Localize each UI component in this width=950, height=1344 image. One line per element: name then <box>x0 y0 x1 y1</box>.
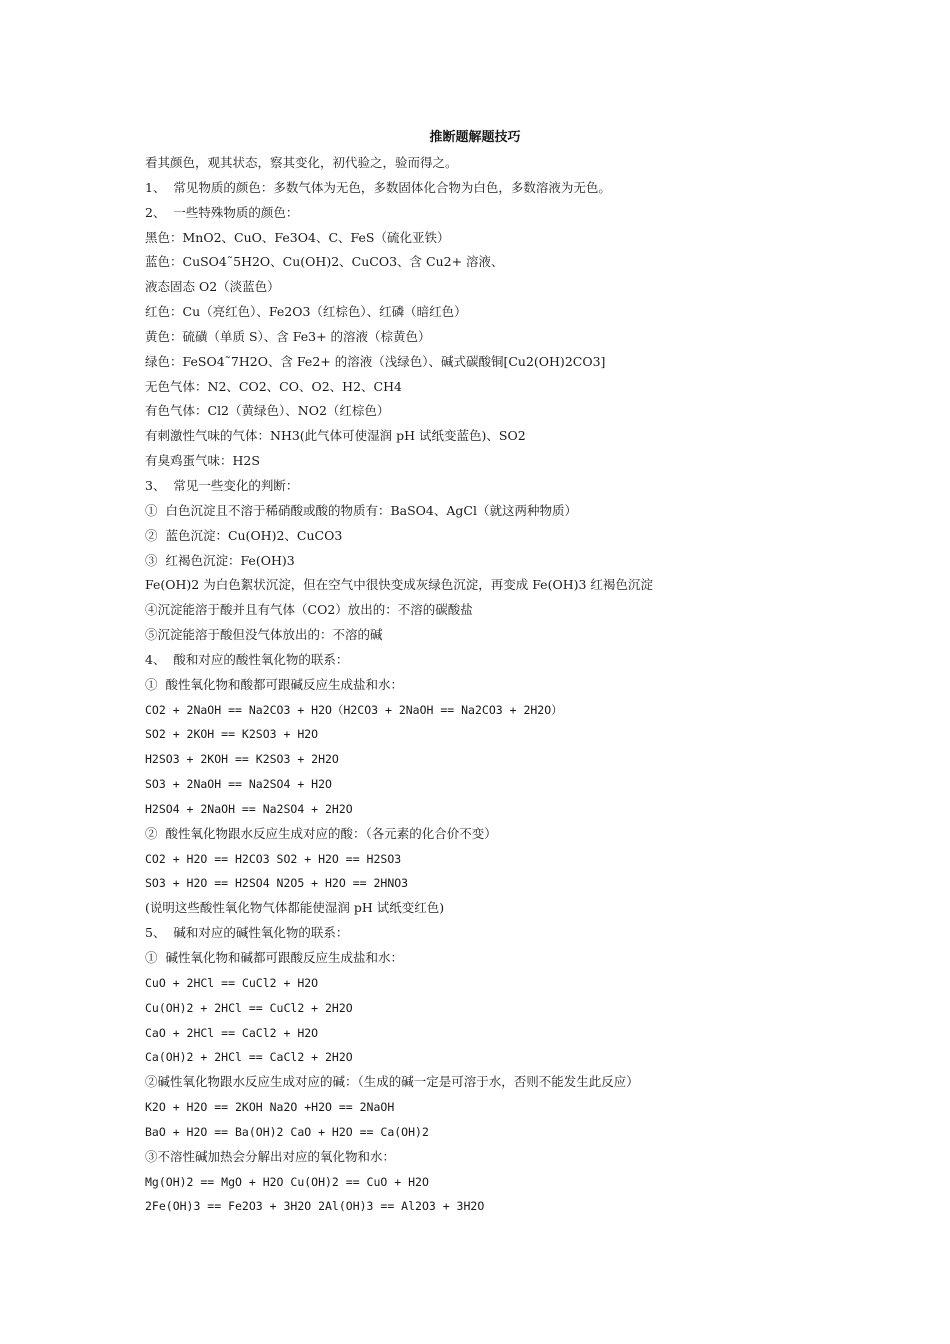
text-line: ② 酸性氧化物跟水反应生成对应的酸：（各元素的化合价不变） <box>145 825 497 841</box>
text-line: 黑色：MnO2、CuO、Fe3O4、C、FeS（硫化亚铁） <box>145 229 450 245</box>
equation-line: SO2 + 2KOH == K2SO3 + H2O <box>145 727 319 742</box>
text-line: ① 酸性氧化物和酸都可跟碱反应生成盐和水： <box>145 676 403 692</box>
text-line: 看其颜色，观其状态，察其变化，初代验之，验而得之。 <box>145 155 458 170</box>
text-line: 蓝色：CuSO4˜5H2O、Cu(OH)2、CuCO3、含 Cu2+ 溶液、 <box>145 254 504 270</box>
page-title: 推断题解题技巧 <box>429 130 521 145</box>
text-line: 无色气体：N2、CO2、CO、O2、H2、CH4 <box>145 378 402 394</box>
equation-line: H2SO4 + 2NaOH == Na2SO4 + 2H2O <box>145 801 353 816</box>
text-line: 有臭鸡蛋气味：H2S <box>145 453 260 469</box>
text-line: ③ 红褐色沉淀：Fe(OH)3 <box>145 552 295 568</box>
equation-line: CO2 + H2O == H2CO3 SO2 + H2O == H2SO3 <box>145 851 402 866</box>
equation-line: BaO + H2O == Ba(OH)2 CaO + H2O == Ca(OH)2 <box>145 1124 429 1139</box>
text-line: (说明这些酸性氧化物气体都能使湿润 pH 试纸变红色) <box>145 900 445 916</box>
equation-line: K2O + H2O == 2KOH Na2O +H2O == 2NaOH <box>145 1100 395 1115</box>
equation-line: SO3 + H2O == H2SO4 N2O5 + H2O == 2HNO3 <box>145 876 409 891</box>
text-line: ②碱性氧化物跟水反应生成对应的碱：（生成的碱一定是可溶于水，否则不能发生此反应） <box>145 1074 639 1090</box>
equation-line: CaO + 2HCl == CaCl2 + H2O <box>145 1025 319 1040</box>
equation-line: Mg(OH)2 == MgO + H2O Cu(OH)2 == CuO + H2O <box>145 1174 429 1189</box>
text-line: 5、 碱和对应的碱性氧化物的联系： <box>145 925 349 941</box>
text-line: ④沉淀能溶于酸并且有气体（CO2）放出的：不溶的碳酸盐 <box>145 602 473 618</box>
text-line: Fe(OH)2 为白色絮状沉淀，但在空气中很快变成灰绿色沉淀，再变成 Fe(OH)3 红褐色沉淀 <box>145 577 653 593</box>
equation-line: Ca(OH)2 + 2HCl == CaCl2 + 2H2O <box>145 1050 353 1065</box>
equation-line: Cu(OH)2 + 2HCl == CuCl2 + 2H2O <box>145 1000 353 1015</box>
text-line: 有刺激性气味的气体：NH3(此气体可使湿润 pH 试纸变蓝色)、SO2 <box>145 428 526 444</box>
equation-line: H2SO3 + 2KOH == K2SO3 + 2H2O <box>145 752 339 767</box>
text-line: 液态固态 O2（淡蓝色） <box>145 279 280 295</box>
text-line: 红色：Cu（亮红色）、Fe2O3（红棕色）、红磷（暗红色） <box>145 304 467 320</box>
equation-line: CuO + 2HCl == CuCl2 + H2O <box>145 975 319 990</box>
text-line: ② 蓝色沉淀：Cu(OH)2、CuCO3 <box>145 527 343 543</box>
equation-line: CO2 + 2NaOH == Na2CO3 + H2O（H2CO3 + 2NaOH == Na2CO3 + 2H2O） <box>145 702 563 717</box>
equation-line: SO3 + 2NaOH == Na2SO4 + H2O <box>145 777 332 792</box>
text-line: ① 白色沉淀且不溶于稀硝酸或酸的物质有：BaSO4、AgCl（就这两种物质） <box>145 502 577 518</box>
text-line: 有色气体：Cl2（黄绿色）、NO2（红棕色） <box>145 403 390 419</box>
text-line: 4、 酸和对应的酸性氧化物的联系： <box>145 651 349 667</box>
text-line: ⑤沉淀能溶于酸但没气体放出的：不溶的碱 <box>145 627 383 643</box>
equation-line: 2Fe(OH)3 == Fe2O3 + 3H2O 2Al(OH)3 == Al2O3 + 3H2O <box>145 1199 485 1214</box>
text-line: ① 碱性氧化物和碱都可跟酸反应生成盐和水： <box>145 950 403 965</box>
text-line: 1、 常见物质的颜色：多数气体为无色，多数固体化合物为白色，多数溶液为无色。 <box>145 179 611 195</box>
text-line: 2、 一些特殊物质的颜色： <box>145 204 299 220</box>
text-line: 黄色：硫磺（单质 S）、含 Fe3+ 的溶液（棕黄色） <box>145 328 431 344</box>
text-line: 3、 常见一些变化的判断： <box>145 477 299 493</box>
text-line: 绿色：FeSO4˜7H2O、含 Fe2+ 的溶液（浅绿色）、碱式碳酸铜[Cu2(OH)2CO3] <box>145 353 606 369</box>
document-body <box>145 151 925 1219</box>
text-line: ③不溶性碱加热会分解出对应的氧化物和水： <box>145 1148 396 1164</box>
